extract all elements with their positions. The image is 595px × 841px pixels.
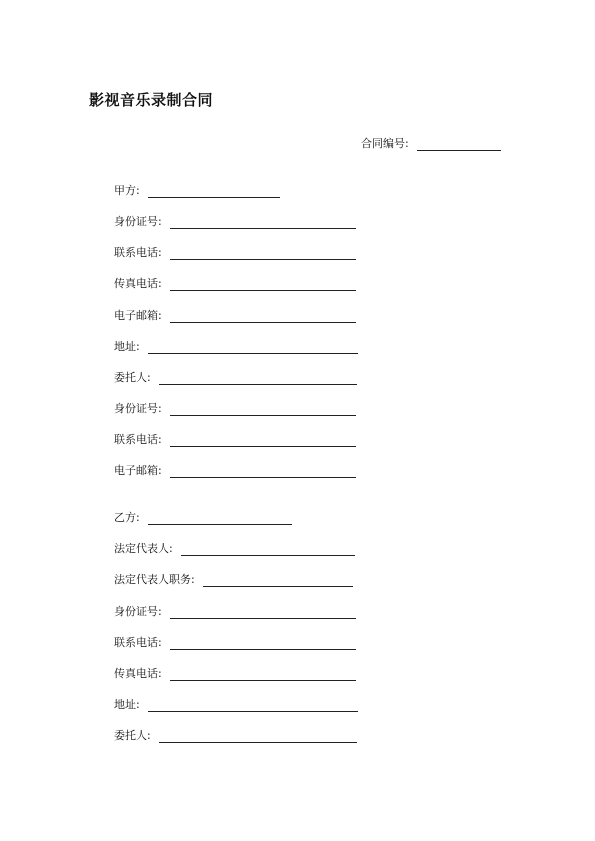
party-a-name-row <box>114 184 280 198</box>
party-a-id-number-row <box>114 215 356 229</box>
field-label: 传真电话: <box>114 277 162 290</box>
field-blank[interactable] <box>170 433 356 447</box>
party-a-fax-row <box>114 277 356 291</box>
field-blank[interactable] <box>170 246 356 260</box>
party-a-agent-phone-row <box>114 433 356 447</box>
party-a-address-row <box>114 340 358 354</box>
field-label: 电子邮箱: <box>114 464 162 477</box>
field-label: 法定代表人: <box>114 542 173 555</box>
field-blank[interactable] <box>159 371 357 385</box>
field-label: 身份证号: <box>114 402 162 415</box>
field-label: 联系电话: <box>114 636 162 649</box>
party-a-agent-row <box>114 371 357 385</box>
party-a-agent-id-row <box>114 402 356 416</box>
party-b-legal-rep-row <box>114 542 355 556</box>
field-blank[interactable] <box>170 605 356 619</box>
party-b-name-blank[interactable] <box>148 511 292 525</box>
party-a-agent-email-row <box>114 464 356 478</box>
document-title: 影视音乐录制合同 <box>89 91 214 109</box>
party-a-name-blank[interactable] <box>148 184 280 198</box>
party-b-legal-rep-title-row <box>114 573 353 587</box>
field-blank[interactable] <box>159 729 357 743</box>
field-label: 地址: <box>114 340 140 353</box>
field-blank[interactable] <box>181 542 355 556</box>
field-blank[interactable] <box>170 215 356 229</box>
field-label: 身份证号: <box>114 215 162 228</box>
party-b-fax-row <box>114 667 356 681</box>
contract-number-row <box>361 137 501 151</box>
field-label: 传真电话: <box>114 667 162 680</box>
field-label: 委托人: <box>114 371 151 384</box>
field-label: 地址: <box>114 698 140 711</box>
party-a-name-label: 甲方: <box>114 184 140 197</box>
field-blank[interactable] <box>170 464 356 478</box>
field-blank[interactable] <box>170 636 356 650</box>
contract-number-label: 合同编号: <box>361 137 409 150</box>
field-label: 法定代表人职务: <box>114 573 195 586</box>
party-b-phone-row <box>114 636 356 650</box>
field-blank[interactable] <box>170 667 356 681</box>
field-blank[interactable] <box>148 698 358 712</box>
field-blank[interactable] <box>170 277 356 291</box>
party-b-id-number-row <box>114 605 356 619</box>
party-b-agent-row <box>114 729 357 743</box>
field-blank[interactable] <box>148 340 358 354</box>
field-blank[interactable] <box>170 402 356 416</box>
field-blank[interactable] <box>203 573 353 587</box>
party-b-address-row <box>114 698 358 712</box>
field-label: 联系电话: <box>114 246 162 259</box>
field-label: 身份证号: <box>114 605 162 618</box>
party-a-email-row <box>114 309 356 323</box>
party-b-name-row <box>114 511 292 525</box>
field-blank[interactable] <box>170 309 356 323</box>
party-a-phone-row <box>114 246 356 260</box>
field-label: 联系电话: <box>114 433 162 446</box>
contract-number-blank[interactable] <box>417 137 501 151</box>
field-label: 电子邮箱: <box>114 309 162 322</box>
field-label: 委托人: <box>114 729 151 742</box>
party-b-name-label: 乙方: <box>114 511 140 524</box>
